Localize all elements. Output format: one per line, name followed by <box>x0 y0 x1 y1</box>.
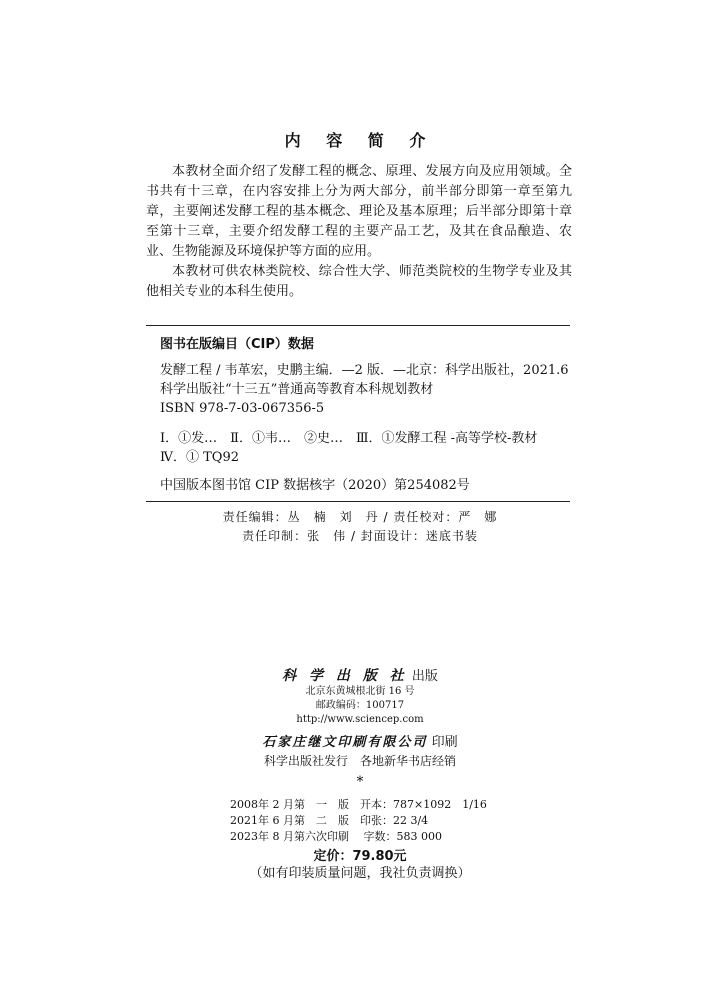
edition-line: 2023年 8 月第六次印刷 字数：583 000 <box>230 830 442 843</box>
separator-star: * <box>356 774 364 790</box>
cip-title: 图书在版编目（CIP）数据 <box>160 337 314 352</box>
page-heading: 内 容 简 介 <box>284 131 436 150</box>
quality-notice: （如有印装质量问题，我社负责调换） <box>249 866 471 881</box>
printer-suffix: 印刷 <box>431 735 458 750</box>
cip-bibliographic <box>160 361 569 418</box>
publisher-website: http://www.sciencep.com <box>296 714 424 725</box>
cip-line: ISBN 978-7-03-067356-5 <box>160 401 325 416</box>
cip-line: 发酵工程 / 韦革宏，史鹏主编．—2 版．—北京：科学出版社，2021.6 <box>160 363 569 378</box>
cip-class-line: Ⅰ．①发… Ⅱ．①韦… ②史… Ⅲ．①发酵工程 -高等学校-教材 <box>160 431 538 446</box>
publisher-line <box>0 665 720 685</box>
publisher-address: 北京东黄城根北街 16 号 <box>305 686 415 697</box>
edition-line: 2021年 6 月第 二 版 印张：22 3/4 <box>230 814 429 827</box>
publisher-logotype: 科 学 出 版 社 <box>282 668 408 684</box>
price: 定价：79.80元 <box>313 849 407 864</box>
cip-classification <box>160 429 537 467</box>
book-introduction <box>146 162 572 302</box>
divider-bottom <box>146 501 570 502</box>
divider-top <box>146 325 570 326</box>
cip-record <box>160 476 470 495</box>
publisher-suffix: 出版 <box>411 669 438 684</box>
credits-line-2: 责任印制：张 伟 / 封面设计：迷底书装 <box>242 529 478 543</box>
cip-line: 科学出版社“十三五”普通高等教育本科规划教材 <box>160 382 434 397</box>
credits-line-1: 责任编辑：丛 楠 刘 丹 / 责任校对：严 娜 <box>222 510 498 524</box>
intro-paragraph: 本教材可供农林类院校、综合性大学、师范类院校的生物学专业及其他相关专业的本科生使用。 <box>146 264 572 299</box>
edition-info <box>230 797 487 845</box>
cip-record-line: 中国版本图书馆 CIP 数据核字（2020）第254082号 <box>160 478 470 493</box>
publisher-postcode: 邮政编码：100717 <box>315 700 405 711</box>
cip-class-line: Ⅳ．① TQ92 <box>160 450 239 465</box>
printer-line <box>0 731 720 750</box>
intro-paragraph: 本教材全面介绍了发酵工程的概念、原理、发展方向及应用领域。全书共有十三章，在内容安排上分为两大部分，前半部分即第一章至第九章，主要阐述发酵工程的基本概念、理论及基本原理；后半部分即第十章至第十三章，主要介绍发酵工程的主要产品工艺，及其在食品酿造、农业、生物能源及环境保护等方面的应用。 <box>146 164 572 259</box>
distribution-line: 科学出版社发行 各地新华书店经销 <box>263 754 456 768</box>
edition-line: 2008年 2 月第 一 版 开本：787×1092 1/16 <box>230 798 487 811</box>
printer-logotype: 石家庄继文印刷有限公司 <box>262 735 428 750</box>
